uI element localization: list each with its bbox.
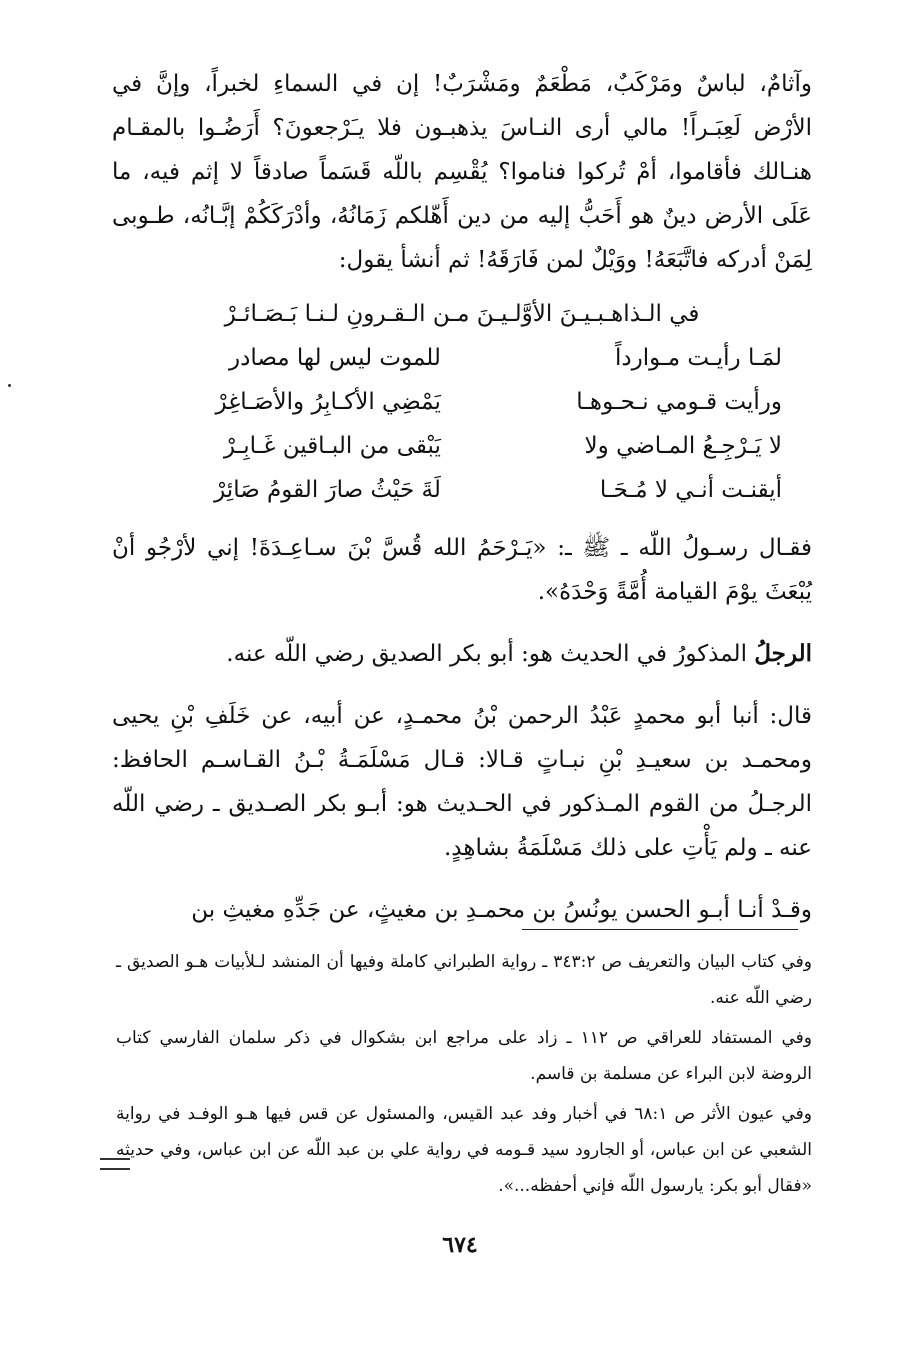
paragraph-5: وقـدْ أنـا أبـو الحسن يونُسُ بن محمـدِ بن مغيثٍ، عن جَدِّهِ مغيثِ بن: [191, 897, 812, 923]
page-number: ٦٧٤: [442, 1232, 478, 1258]
footnote: وفي كتاب البيان والتعريف ص ٣٤٣:٢ ـ رواية الطبراني كاملة وفيها أن المنشد لـلأبيات هـو الصديق ـ رضي اللّه عنه.: [116, 952, 813, 1008]
paragraph-3-lead: الرجلُ: [754, 640, 812, 667]
paragraph-3-text: المذكورُ في الحديث هو: أبو بكر الصديق رضي اللّه عنه.: [226, 641, 755, 667]
paragraph-4: قال: أنبا أبو محمدٍ عَبْدُ الرحمن بْنُ محمـدٍ، عن أبيه، عن خَلَفِ بْنِ يحيى ومحمـد بن سعيـدِ بْنِ نبـاتٍ قـالا: قـال مَسْلَمَـةُ بْـنُ القـاسـم الحافظ: الرجـلُ من القوم المـذكور في الحـديث هو: أبـو بكر الصـديق ـ رضي اللّه عنه ـ ولم يَأْتِ على ذلك مَسْلَمَةُ بشاهِدٍ.: [112, 703, 812, 861]
paragraph-1: وآثامٌ، لباسٌ ومَرْكَبٌ، مَطْعَمٌ ومَشْرَبٌ! إن في السماءِ لخبراً، وإنَّ في الأرْض لَعِبَـراً! مالي أرى النـاسَ يذهبـون فلا يـَرْجعونَ؟ أَرَضُـوا بالمقـام هنـالك فأقاموا، أمْ تُركوا فناموا؟ يُقْسِم باللّه قَسَماً صادقاً لا إثم فيه، ما عَلَى الأرض دينٌ هو أَحَبُّ إليه من دين أَهّلكم زَمَانُهُ، وأدْرَكَكُمْ إبَّـانُه، طـوبى لِمَنْ أدركه فاتَّبَعَهُ! ووَيْلٌ لمن فَارَقَهُ! ثم أنشأ يقول:: [112, 71, 812, 273]
main-text: [112, 62, 812, 932]
verse-second-hemistich: للموت ليس لها مصادر: [228, 345, 441, 371]
verse-couplet: [112, 424, 782, 468]
verse-first-hemistich: لمَـا رأيـت مـوارداً: [615, 345, 782, 371]
verse-second-hemistich: لَةَ حَيْثُ صارَ القومُ صَائِرْ: [214, 477, 441, 503]
poem: [112, 292, 812, 512]
footnote-separator: [522, 929, 798, 930]
footnote: وفي المستفاد للعراقي ص ١١٢ ـ زاد على مراجع ابن بشكوال في ذكر سلمان الفارسي كتاب الروضة لابن البراء عن مسلمة بن قاسم.: [116, 1028, 812, 1084]
paragraph-3: [112, 632, 812, 676]
verse-single-line: في الـذاهـبـيـنَ الأوَّلـيـنَ مـن الـقـرونِ لـنـا بَـصَـائـرْ: [224, 301, 700, 327]
paragraph-2: فقـال رسـولُ اللّه ـ ﷺ ـ: «يَـرْحَمُ الله قُسَّ بْنَ سـاعِـدَةَ! إني لأرْجُو أنْ يُبْعَثَ يوْمَ القيامة أُمَّةً وَحْدَهُ».: [112, 535, 812, 605]
verse-second-hemistich: يَمْضِي الأكـابِرُ والأصَـاغِرْ: [215, 389, 441, 415]
scan-speck: [8, 384, 11, 387]
verse-couplet: [112, 336, 782, 380]
verse-first-hemistich: ورأيت قـومي نـحـوهـا: [576, 389, 782, 415]
verse-couplet: [112, 468, 782, 512]
verse-first-hemistich: لا يَـرْجِـعُ المـاضي ولا: [584, 433, 782, 459]
footnotes: [116, 944, 812, 1208]
footnote: وفي عيون الأثر ص ٦٨:١ في أخبار وفد عبد القيس، والمسئول عن قس فيها هـو الوفـد في رواية الشعبي عن ابن عباس، أو الجارود سيد قـومه في رواية علي بن عبد اللّه عن ابن عباس، وفي حديثه «فقال أبو بكر: يارسول اللّه فإني أحفظه...».: [116, 1104, 812, 1196]
continuation-mark: [100, 1158, 130, 1170]
verse-couplet: [112, 380, 782, 424]
verse-first-hemistich: أيقنـت أنـي لا مُـحَـا: [599, 477, 782, 503]
verse-second-hemistich: يَبْقى من البـاقين غَـابِـرْ: [223, 433, 441, 459]
